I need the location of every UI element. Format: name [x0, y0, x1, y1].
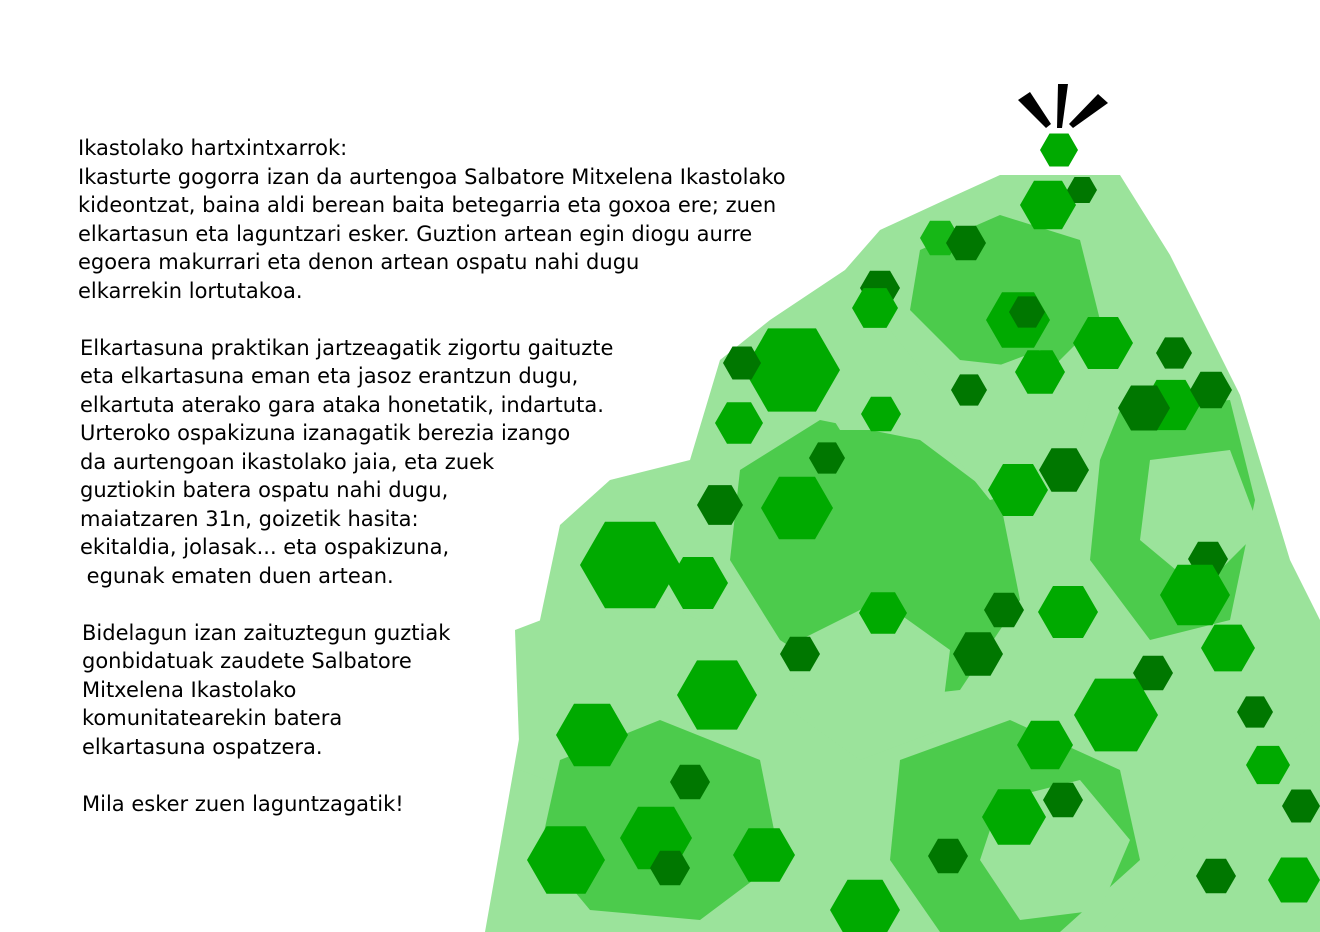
letter-paragraph-thanks — [78, 790, 878, 819]
letter-line: Bidelagun izan zaituztegun guztiak — [82, 620, 451, 645]
paragraph-spacer — [78, 761, 878, 790]
paragraph-spacer — [78, 305, 878, 334]
paragraph-spacer — [78, 590, 878, 619]
letter-paragraph-intro — [78, 134, 878, 305]
letter-line: Mitxelena Ikastolako — [82, 677, 297, 702]
letter-line: da aurtengoan ikastolako jaia, eta zuek — [80, 449, 495, 474]
letter-line: eta elkartasuna eman eta jasoz erantzun dugu, — [80, 364, 579, 388]
letter-line: elkarrekin lortutakoa. — [78, 278, 303, 303]
starburst-ray-left — [1018, 92, 1051, 128]
letter-line: guztiokin batera ospatu nahi dugu, — [80, 478, 449, 502]
letter-line: egunak ematen duen artean. — [80, 563, 394, 588]
starburst-ray-right — [1069, 94, 1108, 128]
letter-line: maiatzaren 31n, goizetik hasita: — [80, 506, 419, 531]
letter-line: elkartuta aterako gara ataka honetatik, indartuta. — [80, 392, 604, 417]
letter-line: egoera makurrari eta denon artean ospatu nahi dugu — [78, 250, 640, 274]
letter-line: Elkartasuna praktikan jartzeagatik zigortu gaituzte — [80, 335, 614, 360]
letter-closing: Mila esker zuen laguntzagatik! — [82, 791, 404, 816]
letter-greeting: Ikastolako hartxintxarrok: — [78, 136, 348, 160]
letter-line: elkartasuna ospatzera. — [82, 734, 323, 759]
hexagon — [1040, 134, 1078, 167]
letter-paragraph-invitation — [78, 619, 878, 762]
starburst-ray-center — [1057, 84, 1068, 128]
letter-line: ekitaldia, jolasak... eta ospakizuna, — [80, 535, 450, 559]
starburst-rays — [1018, 84, 1108, 128]
letter-line: Urteroko ospakizuna izanagatik berezia izango — [80, 421, 571, 445]
letter-line: komunitatearekin batera — [82, 706, 343, 730]
letter-line: Ikasturte gogorra izan da aurtengoa Salbatore Mitxelena Ikastolako — [78, 164, 786, 189]
letter-line: gonbidatuak zaudete Salbatore — [82, 649, 412, 673]
letter-line: kideontzat, baina aldi berean baita betegarria eta goxoa ere; zuen — [78, 193, 777, 217]
letter-paragraph-solidarity — [78, 334, 878, 591]
letter-line: elkartasun eta laguntzari esker. Guztion artean egin diogu aurre — [78, 221, 753, 246]
invitation-letter — [78, 134, 878, 818]
